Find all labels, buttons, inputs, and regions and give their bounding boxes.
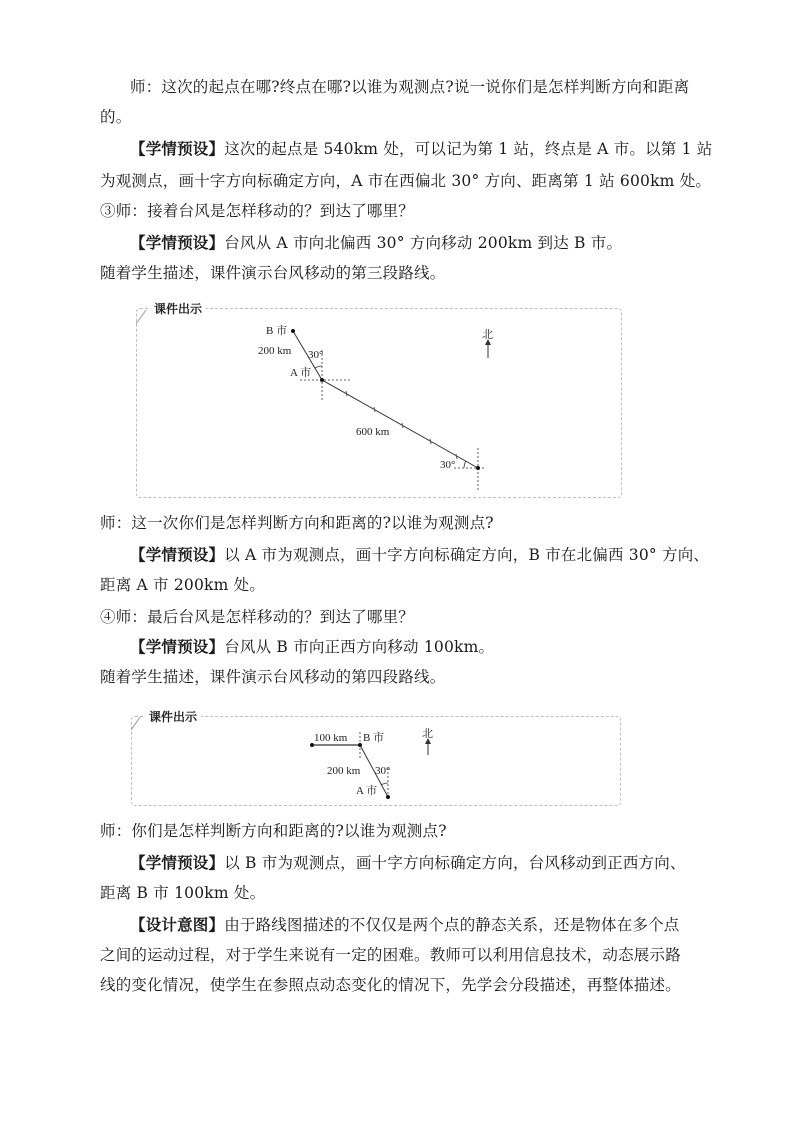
paragraph-11: 师：你们是怎样判断方向和距离的?以谁为观测点?: [100, 822, 447, 840]
paragraph-3: ③师：接着台风是怎样移动的？到达了哪里？: [100, 202, 415, 220]
paragraph-2-line-2: 为观测点，画十字方向标确定方向，A 市在西偏北 30° 方向、距离第 1 站 600km 处。: [100, 172, 712, 190]
paragraph-10: 随着学生描述，课件演示台风移动的第四段路线。: [100, 668, 446, 686]
label-b-city: B 市: [266, 325, 288, 337]
paragraph-9: [130, 632, 700, 662]
preset-tag: 【学情预设】: [130, 139, 225, 158]
label-dist-ab: 200 km: [258, 345, 292, 357]
preset-tag: 【学情预设】: [130, 853, 225, 872]
paragraph-13-line-1: [130, 910, 700, 940]
paragraph-7-line-2: 距离 A 市 200km 处。: [100, 576, 266, 594]
angle-arc-top: [315, 366, 322, 368]
point-b: [291, 329, 295, 333]
label-angle: 30°: [375, 765, 391, 777]
paragraph-8: ④师：最后台风是怎样移动的？到达了哪里？: [100, 608, 415, 626]
point-station-1: [476, 466, 480, 470]
label-angle-top: 30°: [308, 349, 324, 361]
paragraph-1-line-1: 师：这次的起点在哪?终点在哪?以谁为观测点?说一说你们是怎样判断方向和距离: [130, 78, 690, 96]
figure-1-tab: 课件出示: [150, 300, 206, 317]
label-a-city: A 市: [356, 785, 378, 797]
tab-corner-mark: [131, 717, 140, 730]
preset-tag: 【学情预设】: [130, 637, 225, 656]
label-dist-west: 100 km: [314, 732, 348, 744]
paragraph-5: 随着学生描述，课件演示台风移动的第三段路线。: [100, 264, 446, 282]
paragraph-6: 师：这一次你们是怎样判断方向和距离的?以谁为观测点?: [100, 514, 494, 532]
route-600km: [322, 380, 478, 468]
paragraph-4: [130, 228, 700, 258]
paragraph-12-line-1: [130, 848, 700, 878]
paragraph-1-line-2: 的。: [100, 108, 132, 126]
label-a-city: A 市: [290, 367, 312, 379]
figure-2-diagram: [131, 716, 619, 804]
paragraph-2-line-1: [130, 134, 713, 164]
label-north: 北: [482, 329, 493, 341]
paragraph-12-line-2: 距离 B 市 100km 处。: [100, 884, 266, 902]
paragraph-text: 由于路线图描述的不仅仅是两个点的静态关系，还是物体在多个点: [224, 916, 680, 934]
paragraph-text: 以 B 市为观测点，画十字方向标确定方向，台风移动到正西方向、: [224, 854, 686, 872]
intent-tag: 【设计意图】: [130, 915, 225, 934]
paragraph-13-line-2: 之间的运动过程，对于学生来说有一定的困难。教师可以利用信息技术，动态展示路: [100, 946, 681, 964]
figure-2-tab: 课件出示: [145, 708, 201, 725]
preset-tag: 【学情预设】: [130, 545, 225, 564]
paragraph-7-line-1: [130, 540, 710, 570]
tab-corner-mark: [136, 310, 146, 324]
point-b: [358, 743, 362, 747]
preset-tag: 【学情预设】: [130, 233, 225, 252]
paragraph-13-line-3: 线的变化情况，使学生在参照点动态变化的情况下，先学会分段描述，再整体描述。: [100, 976, 681, 994]
label-angle-bottom: 30°: [440, 459, 456, 471]
label-b-city: B 市: [363, 732, 385, 744]
paragraph-text: 台风从 B 市向正西方向移动 100km。: [224, 638, 495, 656]
point-a: [386, 795, 390, 799]
paragraph-text: 台风从 A 市向北偏西 30° 方向移动 200km 到达 B 市。: [224, 234, 623, 252]
paragraph-text: 这次的起点是 540km 处，可以记为第 1 站，终点是 A 市。以第 1 站: [224, 140, 713, 158]
point-a: [320, 378, 324, 382]
figure-1-diagram: [136, 308, 620, 496]
label-north: 北: [422, 728, 433, 740]
label-dist-main: 600 km: [356, 426, 390, 438]
angle-arc-bottom: [464, 461, 466, 468]
angle-arc: [381, 783, 388, 785]
label-dist-ab: 200 km: [327, 765, 361, 777]
paragraph-text: 以 A 市为观测点，画十字方向标确定方向，B 市在北偏西 30° 方向、: [224, 546, 710, 564]
